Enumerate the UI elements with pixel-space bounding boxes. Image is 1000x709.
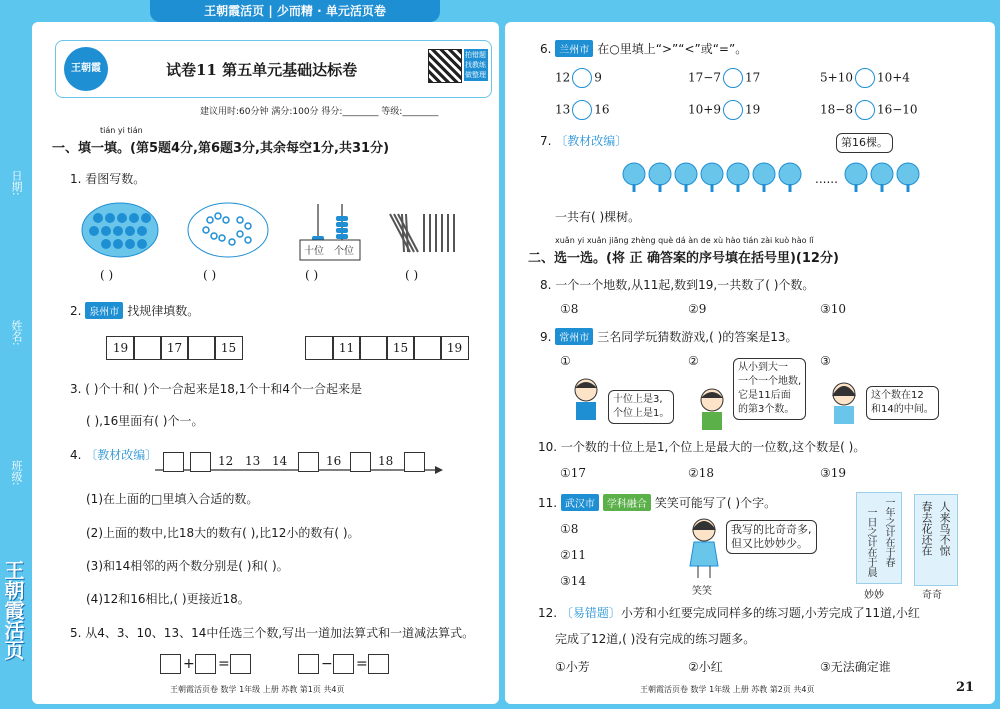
- q5-box[interactable]: [160, 654, 181, 674]
- q9-region-tag: 常州市: [555, 328, 593, 345]
- q9-option-1[interactable]: ①: [560, 354, 571, 368]
- q10-option-3[interactable]: ③19: [820, 466, 847, 480]
- q2-cell[interactable]: [359, 336, 388, 360]
- svg-text:个位: 个位: [334, 246, 354, 257]
- footer-left: 王朝霞活页卷 数学 1年级 上册 苏教 第1页 共4页: [170, 685, 345, 694]
- q9-line: 9. 常州市 三名同学玩猜数游戏,( )的答案是13。: [540, 330, 798, 344]
- q9-text: 三名同学玩猜数游戏,( )的答案是13。: [597, 330, 798, 344]
- class-label: 班级:: [10, 460, 23, 486]
- q11-text: 笑笑可能写了( )个字。: [654, 496, 777, 510]
- boy-2-icon: [694, 386, 734, 436]
- page-number: 21: [956, 680, 975, 695]
- q5-box[interactable]: [333, 654, 354, 674]
- compare-circle[interactable]: [723, 100, 743, 120]
- section2-pinyin: xuǎn yi xuǎn jiāng zhèng què dá àn de xù hào tián zài kuò hào lǐ: [555, 236, 814, 245]
- q6-text: 在○里填上“>”“<”或“=”。: [597, 42, 748, 56]
- q7-line: 7. 〔教材改编〕: [540, 134, 628, 148]
- q2-cell: 19: [106, 336, 135, 360]
- q4-num: 12: [218, 454, 234, 468]
- section2-title: 二、选一选。(将 正 确答案的序号填在括号里)(12分): [528, 251, 839, 266]
- q6-item-1: 12 9: [555, 68, 602, 88]
- q4-num: 16: [326, 454, 342, 468]
- compare-circle[interactable]: [572, 100, 592, 120]
- q2-cell: 17: [160, 336, 189, 360]
- q11-option-2[interactable]: ②11: [560, 548, 587, 562]
- q6-item-3: 5+10 10+4: [820, 68, 910, 88]
- q5-box[interactable]: [195, 654, 216, 674]
- girl-icon: [826, 380, 866, 430]
- q5-op: +: [183, 656, 195, 672]
- compare-circle[interactable]: [855, 68, 875, 88]
- exam-title: 试卷11 第五单元基础达标卷: [166, 61, 358, 79]
- q7-tag: 〔教材改编〕: [555, 134, 628, 148]
- q7-trees: [620, 162, 920, 194]
- q4-line: 4. 〔教材改编〕: [70, 448, 158, 462]
- brand-logo-vertical: 王朝霞活页: [1, 560, 25, 660]
- q4-box[interactable]: [190, 452, 211, 472]
- section1-pinyin: tián yi tián: [100, 126, 143, 135]
- q7-answer-line: 一共有( )棵树。: [555, 210, 641, 224]
- qr-caption: 拍错题 找教练 做整理: [465, 51, 486, 79]
- q3-line-2: ( ),16里面有( )个一。: [86, 414, 204, 428]
- q12-line-1: 12. 〔易错题〕小芳和小红要完成同样多的练习题,小芳完成了11道,小红: [538, 606, 920, 620]
- q2-cell[interactable]: [187, 336, 216, 360]
- q6-region-tag: 兰州市: [555, 40, 593, 57]
- q4-part-1: (1)在上面的□里填入合适的数。: [86, 492, 259, 506]
- q6-line: 6. 兰州市 在○里填上“>”“<”或“=”。: [540, 42, 748, 56]
- q6-item-4: 13 16: [555, 100, 610, 120]
- q9-bubble-1: 十位上是3, 个位上是1。: [608, 390, 674, 424]
- boy-1-icon: [568, 376, 608, 426]
- scroll-2: 人来鸟不惊 春去花还在: [914, 494, 958, 586]
- q3-line-1: 3. ( )个十和( )个一合起来是18,1个十和4个一合起来是: [70, 382, 362, 396]
- xiaoxiao-girl-icon: [684, 516, 724, 580]
- q4-part-2: (2)上面的数中,比18大的数有( ),比12小的数有( )。: [86, 526, 360, 540]
- q12-option-2[interactable]: ②小红: [688, 660, 723, 674]
- q12-line-2: 完成了12道,( )没有完成的练习题多。: [555, 632, 756, 646]
- q11-bubble: 我写的比奇奇多, 但又比妙妙少。: [726, 520, 817, 554]
- q1-blank-1[interactable]: ( ): [100, 268, 114, 282]
- q2-line: 2. 泉州市 找规律填数。: [70, 304, 200, 318]
- q9-option-2[interactable]: ②: [688, 354, 699, 368]
- q2-cell: 15: [214, 336, 243, 360]
- q6-item-2: 17−7 17: [688, 68, 760, 88]
- svg-text:十位: 十位: [304, 246, 324, 257]
- q6-item-6: 18−8 16−10: [820, 100, 918, 120]
- q2-cell[interactable]: [413, 336, 442, 360]
- q2-cell: 11: [332, 336, 361, 360]
- q2-cell: 19: [440, 336, 469, 360]
- q9-option-3[interactable]: ③: [820, 354, 831, 368]
- q5-box[interactable]: [368, 654, 389, 674]
- q5-box[interactable]: [298, 654, 319, 674]
- q4-box[interactable]: [298, 452, 319, 472]
- q4-box[interactable]: [350, 452, 371, 472]
- q12-option-1[interactable]: ①小芳: [555, 660, 590, 674]
- q11-name-xiaoxiao: 笑笑: [692, 586, 712, 597]
- q1-text: 1. 看图写数。: [70, 172, 146, 186]
- top-banner: 王朝霞活页 | 少而精 · 单元活页卷: [150, 0, 440, 22]
- scroll-1: 一年之计在于春 一日之计在于晨: [856, 492, 902, 584]
- q11-name-qiqi: 奇奇: [922, 590, 942, 601]
- section1-title: 一、填一填。(第5题4分,第6题3分,其余每空1分,共31分): [52, 141, 390, 156]
- q2-cell[interactable]: [305, 336, 334, 360]
- q8-text: 8. 一个一个地数,从11起,数到19,一共数了( )个数。: [540, 278, 815, 292]
- q5-op: =: [218, 656, 230, 672]
- q1-blank-2[interactable]: ( ): [203, 268, 217, 282]
- q8-option-2[interactable]: ②9: [688, 302, 707, 316]
- q11-line: 11. 武汉市 学科融合 笑笑可能写了( )个字。: [538, 496, 777, 510]
- qr-code-icon: [428, 49, 462, 83]
- q10-option-1[interactable]: ①17: [560, 466, 587, 480]
- compare-circle[interactable]: [855, 100, 875, 120]
- q12-tag: 〔易错题〕: [560, 606, 621, 620]
- exam-meta: 建议用时:60分钟 满分:100分 得分:________ 等级:________: [200, 107, 439, 117]
- q4-num: 13: [245, 454, 261, 468]
- q1-blank-3[interactable]: ( ): [305, 268, 319, 282]
- q4-tag: 〔教材改编〕: [85, 448, 158, 462]
- q2-region-tag: 泉州市: [85, 302, 123, 319]
- q4-part-3: (3)和14相邻的两个数分别是( )和( )。: [86, 559, 289, 573]
- q1-pictures: [80, 200, 480, 262]
- q9-bubble-2: 从小到大一 一个一个地数, 它是11后面 的第3个数。: [733, 358, 806, 420]
- footer-right: 王朝霞活页卷 数学 1年级 上册 苏教 第2页 共4页: [640, 685, 815, 694]
- exam-header: [55, 40, 492, 98]
- q11-option-1[interactable]: ①8: [560, 522, 579, 536]
- q1-blank-4[interactable]: ( ): [405, 268, 419, 282]
- q8-option-3[interactable]: ③10: [820, 302, 847, 316]
- q5-box[interactable]: [230, 654, 251, 674]
- q12-option-3[interactable]: ③无法确定谁: [820, 660, 891, 674]
- q5-op: =: [356, 656, 368, 672]
- q4-box[interactable]: [163, 452, 184, 472]
- q2-text: 找规律填数。: [127, 304, 200, 318]
- q10-option-2[interactable]: ②18: [688, 466, 715, 480]
- q9-bubble-3: 这个数在12 和14的中间。: [866, 386, 939, 420]
- logo-badge: 王朝霞: [64, 47, 108, 91]
- q4-box[interactable]: [404, 452, 425, 472]
- name-label: 姓名:: [10, 320, 23, 346]
- q5-text: 5. 从4、3、10、13、14中任选三个数,写出一道加法算式和一道减法算式。: [70, 626, 475, 640]
- q4-num: 18: [378, 454, 394, 468]
- q5-op: −: [321, 656, 333, 672]
- q6-item-5: 10+9 19: [688, 100, 760, 120]
- q8-option-1[interactable]: ①8: [560, 302, 579, 316]
- q11-name-miaomiao: 妙妙: [864, 590, 884, 601]
- q4-num: 14: [272, 454, 288, 468]
- q4-part-4: (4)12和16相比,( )更接近18。: [86, 592, 250, 606]
- q11-option-3[interactable]: ③14: [560, 574, 587, 588]
- q11-subject-tag: 学科融合: [603, 494, 651, 511]
- compare-circle[interactable]: [723, 68, 743, 88]
- compare-circle[interactable]: [572, 68, 592, 88]
- q2-cell[interactable]: [133, 336, 162, 360]
- q10-text: 10. 一个数的十位上是1,个位上是最大的一位数,这个数是( )。: [538, 440, 866, 454]
- q7-ellipsis: ......: [815, 172, 838, 186]
- q2-cell: 15: [386, 336, 415, 360]
- q11-region-tag: 武汉市: [561, 494, 599, 511]
- q7-label-bubble: 第16棵。: [836, 133, 893, 153]
- left-sidebar: [0, 0, 30, 709]
- date-label: 日期:: [10, 170, 23, 196]
